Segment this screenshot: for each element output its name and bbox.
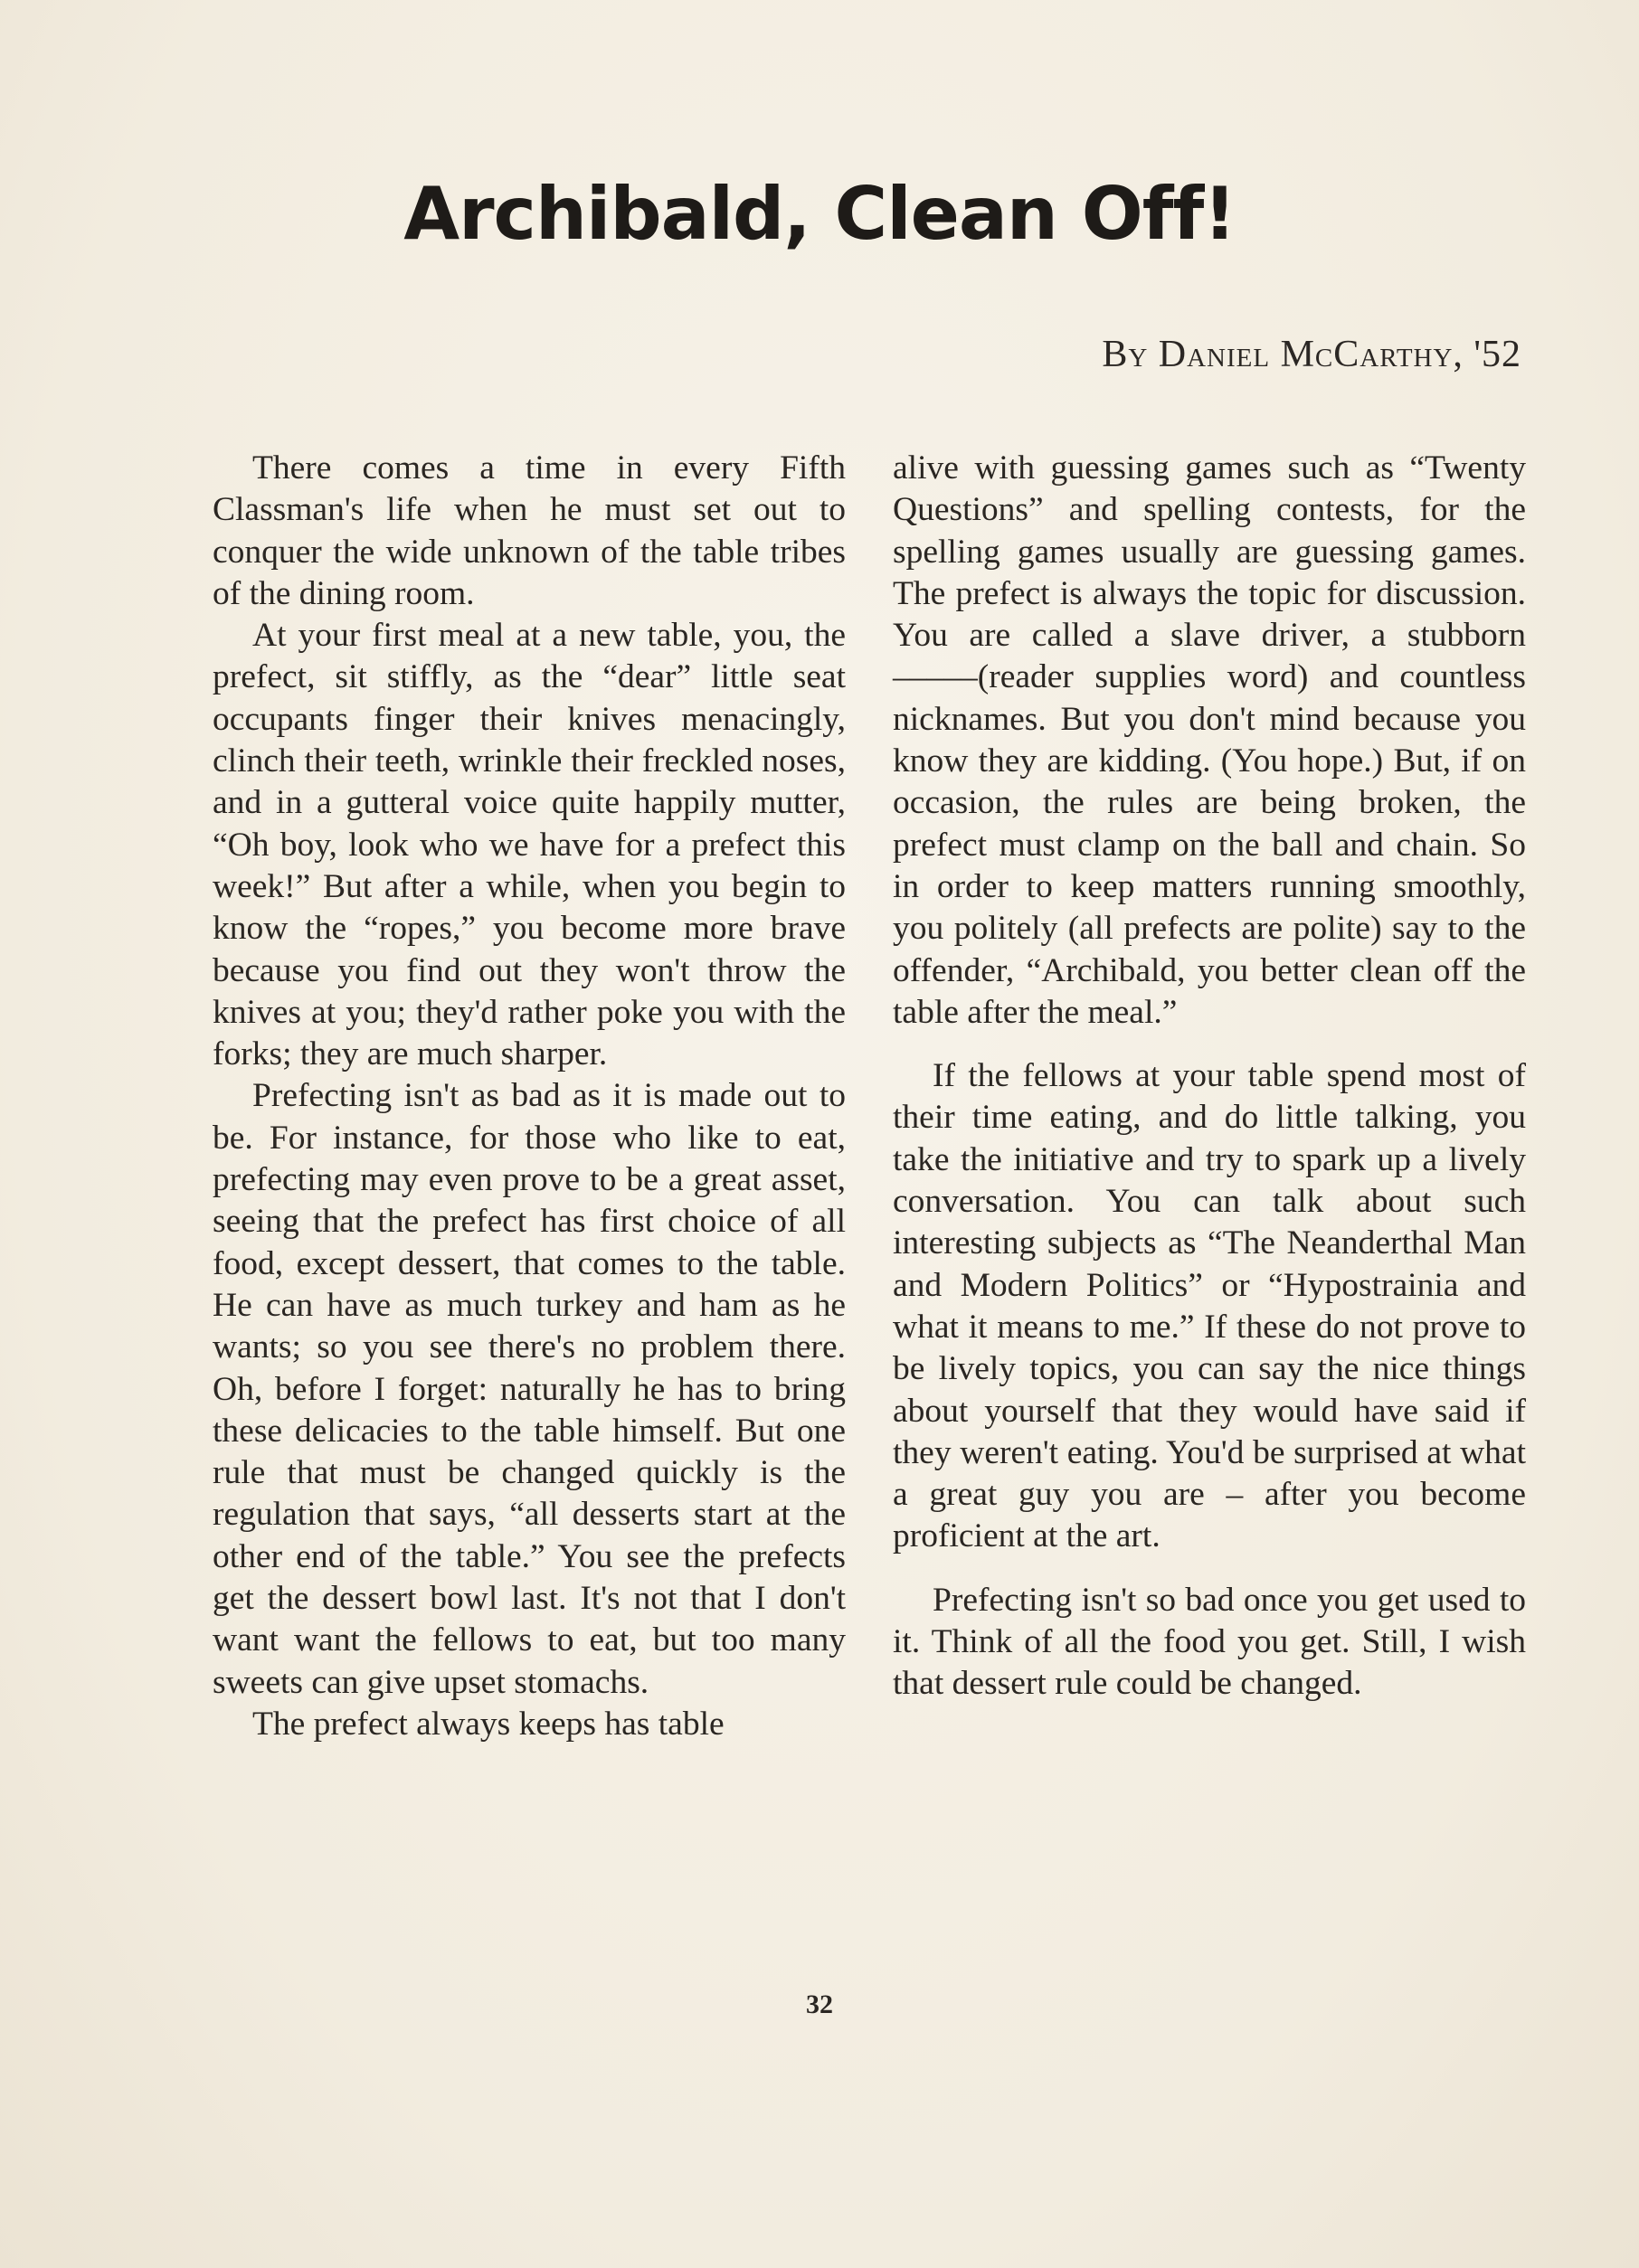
paragraph: alive with guessing games such as “Twenty Questions” and spelling contests, for the spelling games usually are guessing games. The prefect is always the topic for discussion. You are called a slave driver, a stubborn –––––(reader supplies word) and countless nicknames. But you don't mind because you know they are kidding. (You hope.) But, if on occasion, the rules are being broken, the prefect must clamp on the ball and chain. So in order to keep matters running smoothly, you politely (all prefects are polite) say to the offender, “Archibald, you better clean off the table after the meal.” — [893, 449, 1526, 1031]
article-title: Archibald, Clean Off! — [403, 172, 1236, 256]
author-byline: By Daniel McCarthy, '52 — [1102, 334, 1521, 375]
paragraph: There comes a time in every Fifth Classman's life when he must set out to conquer the wide unknown of the table tribes of the dining room. — [213, 449, 846, 612]
left-column — [213, 448, 846, 1745]
paragraph: At your first meal at a new table, you, the prefect, sit stiffly, as the “dear” little seat occupants finger their knives menacingly, clinch their teeth, wrinkle their freckled noses, and in a gutteral voice quite happily mutter, “Oh boy, look who we have for a prefect this week!” But after a while, when you begin to know the “ropes,” you become more brave because you find out they won't throw the knives at you; they'd rather poke you with the forks; they are much sharper. — [213, 617, 846, 1073]
right-column — [893, 448, 1526, 1706]
paragraph: If the fellows at your table spend most of their time eating, and do little talking, you take the initiative and try to spark up a lively conversation. You can talk about such interesting subjects as “The Neanderthal Man and Modern Politics” or “Hypostrainia and what it means to me.” If these do not prove to be lively topics, you can say the nice things about yourself that they would have said if they weren't eating. You'd be surprised at what a great guy you are – after you become proficient at the art. — [893, 1057, 1526, 1555]
page-number: 32 — [806, 1989, 833, 2019]
paragraph: Prefecting isn't so bad once you get used to it. Think of all the food you get. Still, I wish that dessert rule could be changed. — [893, 1581, 1526, 1703]
paragraph: The prefect always keeps has table — [252, 1705, 725, 1743]
paragraph: Prefecting isn't as bad as it is made out to be. For instance, for those who like to eat, prefecting may even prove to be a great asset, seeing that the prefect has first choice of all food, except dessert, that comes to the table. He can have as much turkey and ham as he wants; so you see there's no problem there. Oh, before I forget: naturally he has to bring these delicacies to the table himself. But one rule that must be changed quickly is the regulation that says, “all desserts start at the other end of the table.” You see the prefects get the dessert bowl last. It's not that I don't want want the fellows to eat, but too many sweets can give upset stomachs. — [213, 1077, 846, 1701]
